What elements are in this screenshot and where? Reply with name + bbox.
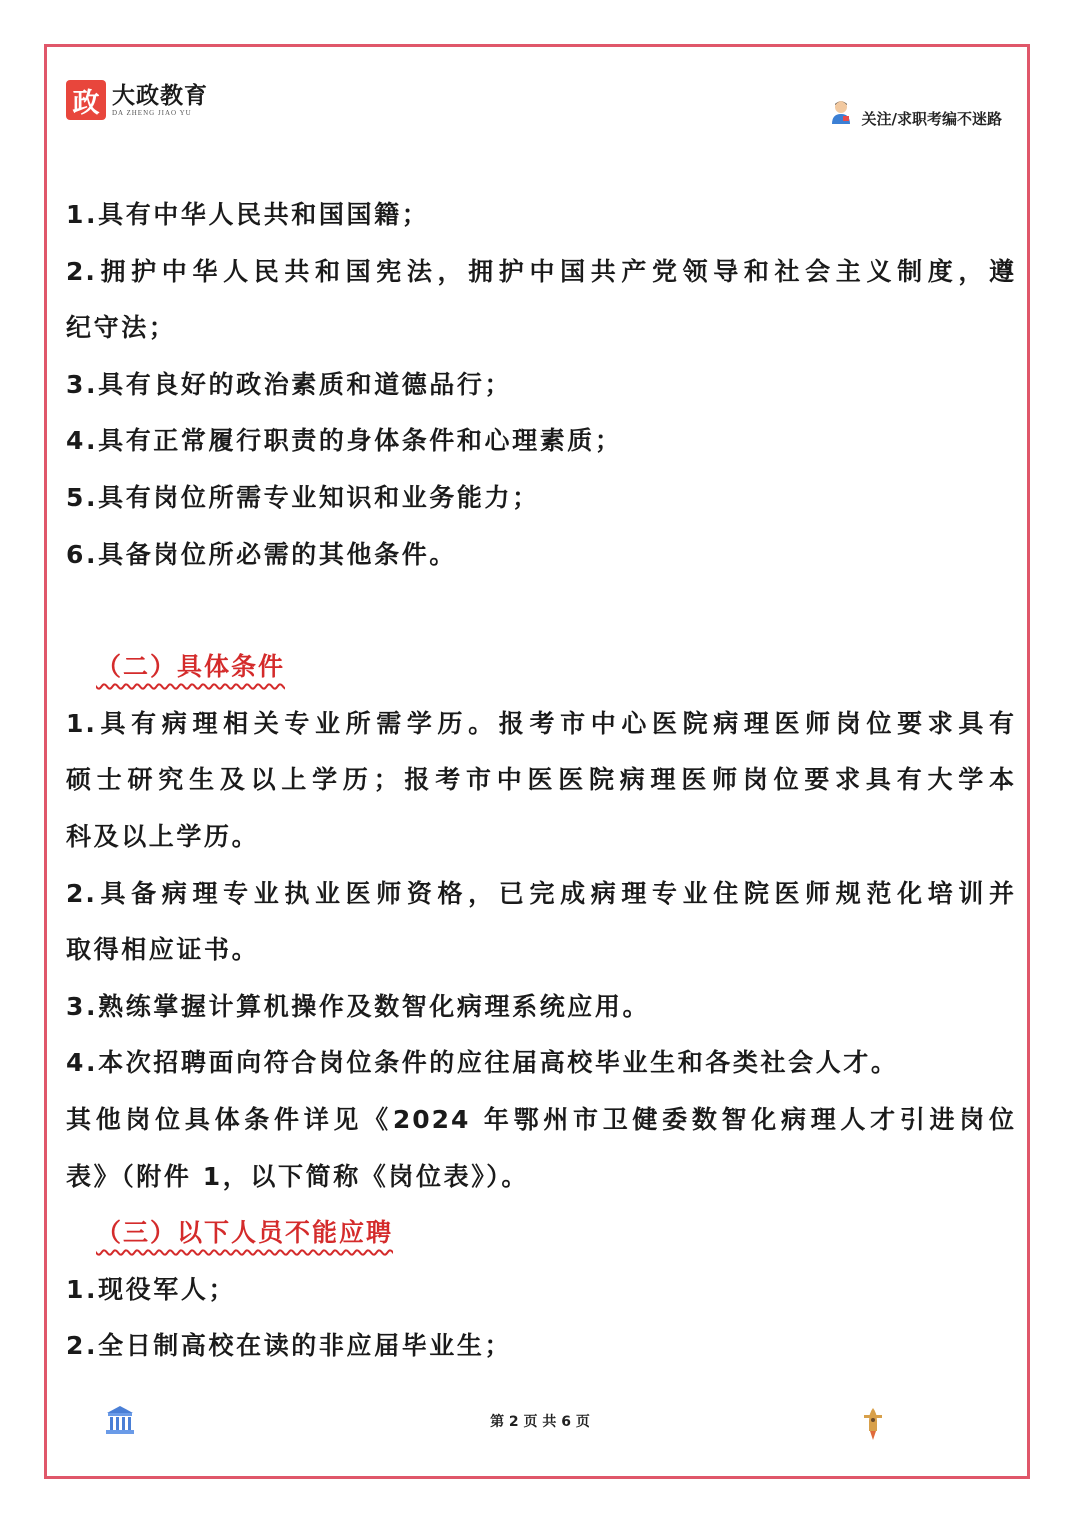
general-item-6: 6.具备岗位所必需的其他条件。 <box>66 539 457 569</box>
specific-line-1: 1.具有病理相关专业所需学历。报考市中心医院病理医师岗位要求具有 <box>66 708 1016 738</box>
specific-line-9: 表》（附件 1，以下简称《岗位表》）。 <box>66 1161 529 1191</box>
specific-line-4: 2.具备病理专业执业医师资格，已完成病理专业住院医师规范化培训并 <box>66 878 1016 908</box>
general-item-2-cont: 纪守法； <box>66 313 177 343</box>
excluded-line-2: 2.全日制高校在读的非应届毕业生； <box>66 1331 513 1361</box>
follow-text: 关注/求职考编不迷路 <box>861 110 1002 128</box>
specific-line-5: 取得相应证书。 <box>66 935 260 965</box>
spacer <box>66 583 1016 639</box>
specific-line-3: 科及以上学历。 <box>66 821 260 851</box>
document-body <box>66 187 1016 1375</box>
general-item-4: 4.具有正常履行职责的身体条件和心理素质； <box>66 426 623 456</box>
general-item-3: 3.具有良好的政治素质和道德品行； <box>66 369 513 399</box>
logo-text <box>112 83 208 117</box>
rocket-icon <box>862 1407 884 1441</box>
general-item-2: 2.拥护中华人民共和国宪法，拥护中国共产党领导和社会主义制度，遵 <box>66 256 1016 286</box>
specific-line-8: 其他岗位具体条件详见《2024 年鄂州市卫健委数智化病理人才引进岗位 <box>66 1104 1016 1134</box>
section-heading-2 <box>66 639 1016 696</box>
general-item-1: 1.具有中华人民共和国国籍； <box>66 200 430 229</box>
brand-logo <box>66 80 208 120</box>
section-heading-3 <box>66 1205 1016 1262</box>
excluded-line-1: 1.现役军人； <box>66 1274 237 1304</box>
logo-mark: 政 <box>66 80 106 120</box>
user-avatar-icon <box>830 99 852 125</box>
specific-line-7: 4.本次招聘面向符合岗位条件的应往届高校毕业生和各类社会人才。 <box>66 1048 899 1078</box>
section-heading-3-text: （三）以下人员不能应聘 <box>96 1218 394 1248</box>
general-item-5: 5.具有岗位所需专业知识和业务能力； <box>66 482 540 512</box>
specific-line-2: 硕士研究生及以上学历；报考市中医医院病理医师岗位要求具有大学本 <box>66 765 1016 795</box>
follow-banner <box>830 94 1002 129</box>
specific-line-6: 3.熟练掌握计算机操作及数智化病理系统应用。 <box>66 991 651 1021</box>
brand-name-cn: 大政教育 <box>112 82 208 109</box>
brand-name-en: DA ZHENG JIAO YU <box>112 109 192 117</box>
page-number: 第 2 页 共 6 页 <box>490 1414 590 1430</box>
section-heading-2-text: （二）具体条件 <box>96 652 286 682</box>
